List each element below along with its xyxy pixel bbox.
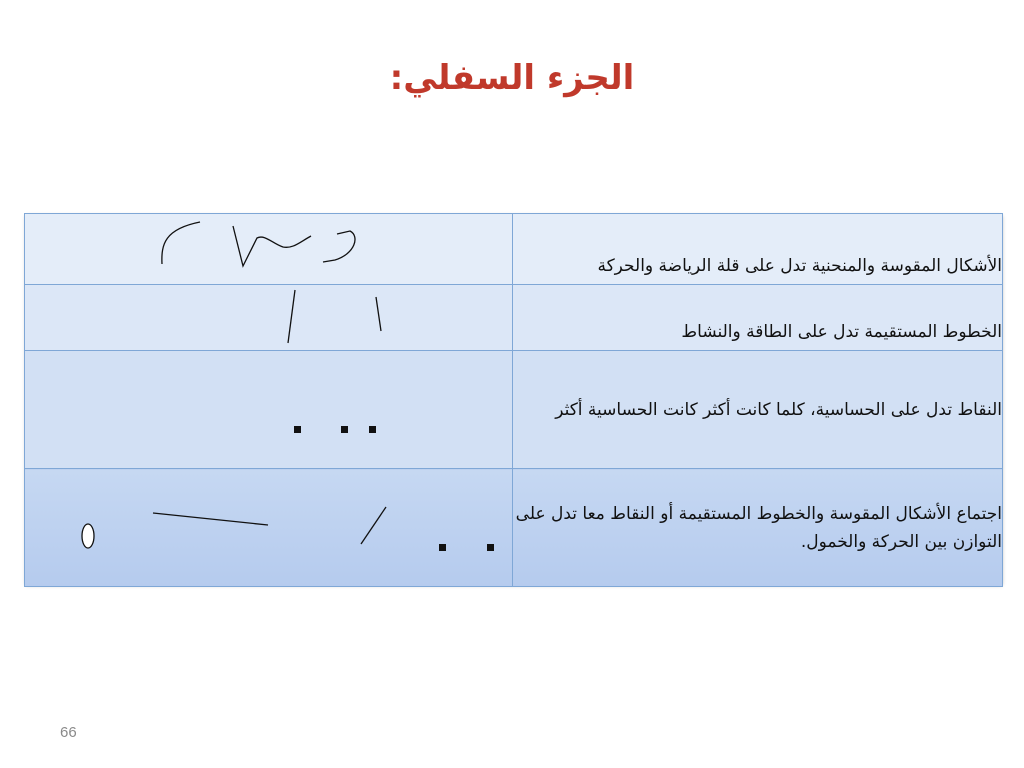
dots-drawing [25,351,512,468]
table-row [25,351,1003,469]
shapes-table [24,213,1000,582]
drawing-cell-dots [25,351,513,469]
page-number: 66 [60,724,77,741]
drawing-cell-mixed [25,469,513,587]
straight-lines-drawing [25,285,512,350]
mixed-shapes-drawing [25,469,512,586]
table-row [25,285,1003,351]
drawing-cell-lines [25,285,513,351]
drawing-cell-curves [25,214,513,285]
description-curves: الأشكال المقوسة والمنحنية تدل على قلة الرياضة والحركة [513,214,1003,285]
table-row [25,469,1003,587]
description-mixed: اجتماع الأشكال المقوسة والخطوط المستقيمة أو النقاط معا تدل على التوازن بين الحركة والخمول. [513,469,1003,587]
table-row [25,214,1003,285]
curved-shapes-drawing [25,214,512,284]
description-dots: النقاط تدل على الحساسية، كلما كانت أكثر كانت الحساسية أكثر [513,351,1003,469]
description-lines: الخطوط المستقيمة تدل على الطاقة والنشاط [513,285,1003,351]
slide-title: الجزء السفلي: [389,58,635,98]
